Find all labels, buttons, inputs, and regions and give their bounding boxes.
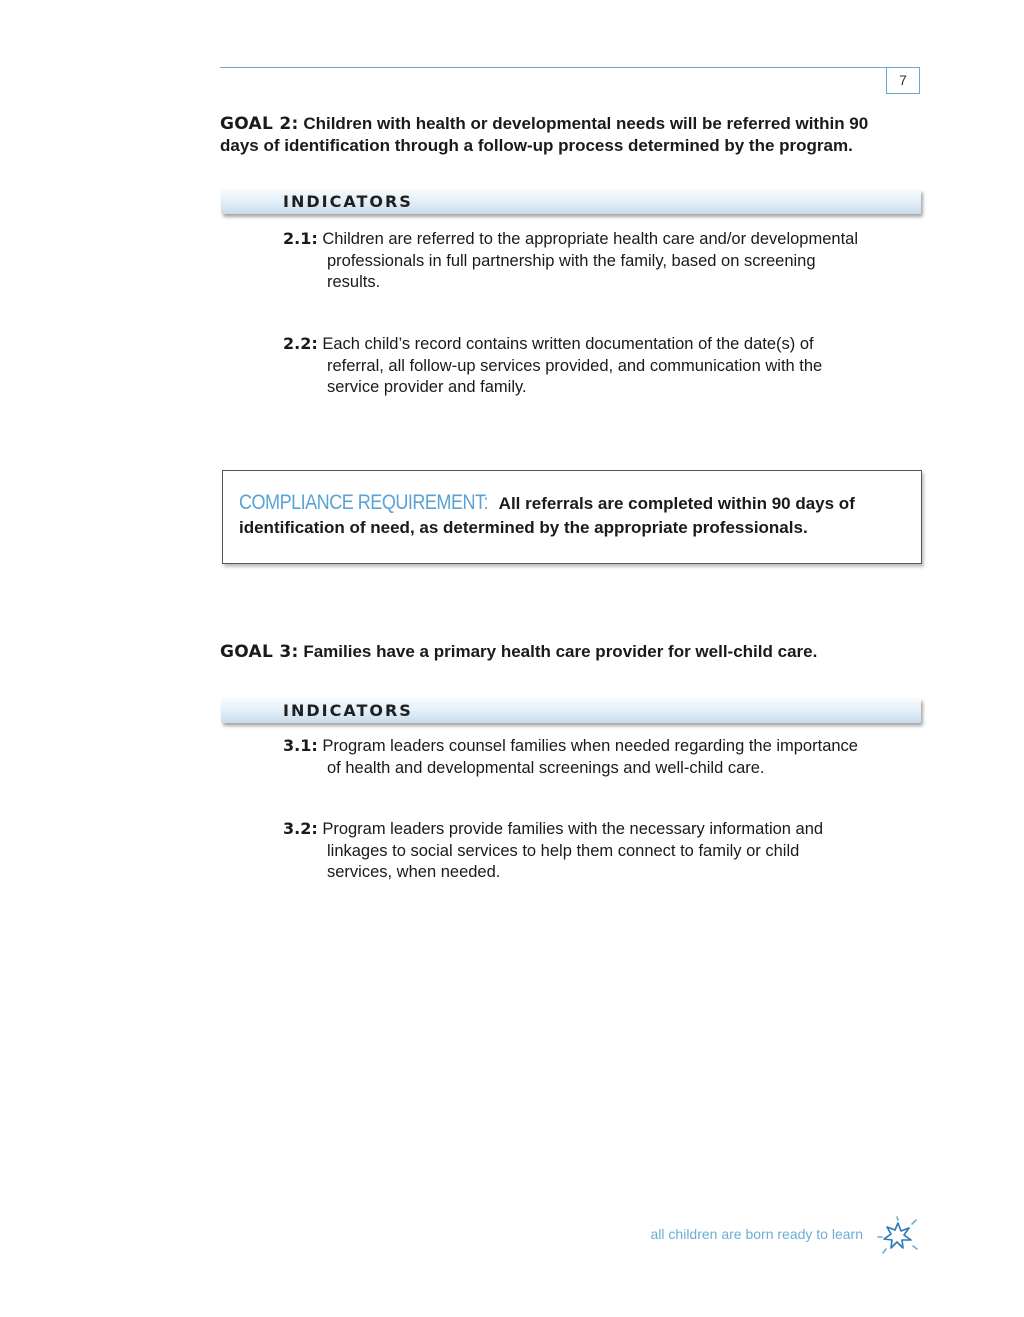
compliance-text (239, 491, 909, 540)
goal-3-statement (220, 641, 920, 663)
indicator-3-1-line2: of health and developmental screenings and well-child care. (327, 758, 765, 777)
indicator-2-1-line3: results. (327, 273, 381, 291)
compliance-line2: identification of need, as determined by the appropriate professionals. (239, 518, 808, 537)
goal-2-statement (220, 113, 920, 157)
goal-2-indicators-heading: INDICATORS (283, 192, 413, 211)
page-number: 7 (886, 67, 920, 94)
goal-2-label: GOAL 2: (220, 114, 299, 134)
indicator-2-2 (283, 333, 923, 399)
star-burst-icon (876, 1215, 920, 1255)
compliance-line1: All referrals are completed within 90 days of (498, 494, 855, 513)
indicator-3-1-line1: Program leaders counsel families when needed regarding the importance (317, 737, 858, 755)
header-rule (220, 67, 920, 68)
indicator-3-2-line1: Program leaders provide families with the necessary information and (317, 820, 824, 838)
indicator-2-2-line2: referral, all follow-up services provided, and communication with the (327, 356, 823, 375)
goal-3-indicators-heading: INDICATORS (283, 701, 413, 720)
footer-tagline: all children are born ready to learn (650, 1226, 863, 1242)
compliance-requirement-box (222, 470, 922, 564)
indicator-2-2-line1: Each child’s record contains written documentation of the date(s) of (317, 335, 814, 353)
indicator-3-1 (283, 735, 923, 779)
indicator-2-2-number: 2.2: (283, 334, 318, 353)
goal-2-indicators-bar (221, 189, 921, 214)
indicator-3-2 (283, 818, 923, 884)
compliance-label: COMPLIANCE REQUIREMENT: (239, 491, 489, 514)
indicator-2-2-line3: service provider and family. (327, 378, 527, 396)
indicator-3-1-number: 3.1: (283, 736, 318, 755)
indicator-2-1-line2: professionals in full partnership with the family, based on screening (327, 251, 816, 270)
indicator-2-1-number: 2.1: (283, 229, 318, 248)
indicator-2-1 (283, 228, 923, 294)
goal-3-indicators-bar (221, 698, 921, 723)
indicator-3-2-line2: linkages to social services to help them connect to family or child (327, 841, 800, 860)
goal-2-line2: days of identification through a follow-up process determined by the program. (220, 136, 853, 155)
goal-3-text: Families have a primary health care provider for well-child care. (303, 642, 818, 661)
indicator-2-1-line1: Children are referred to the appropriate health care and/or developmental (317, 230, 858, 248)
goal-3-label: GOAL 3: (220, 642, 299, 662)
indicator-3-2-line3: services, when needed. (327, 863, 501, 881)
indicator-3-2-number: 3.2: (283, 819, 318, 838)
goal-2-line1: Children with health or developmental needs will be referred within 90 (303, 114, 869, 133)
